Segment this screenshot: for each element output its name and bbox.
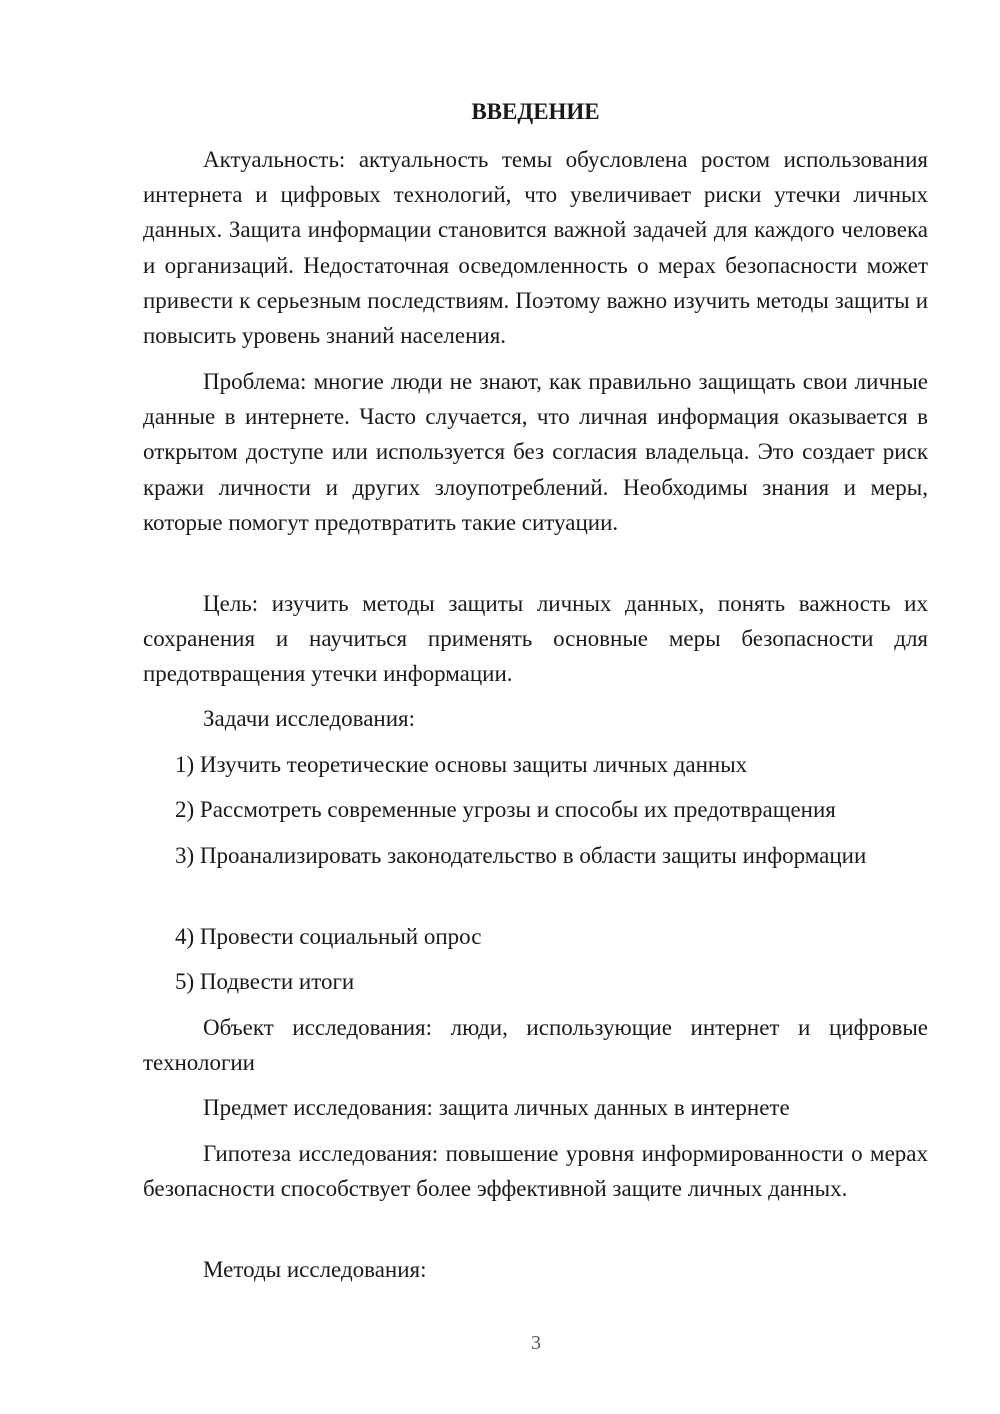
task-item-2: 2) Рассмотреть современные угрозы и способы их предотвращения [175, 797, 836, 822]
relevance-paragraph: Актуальность: актуальность темы обусловлена ростом использования интернета и цифровых технологий, что увеличивает риски утечки личных данных. Защита информации становится важной задачей для каждого человека и организаций. Недостаточная осведомленность о мерах безопасности может привести к серьезным последствиям. Поэтому важно изучить методы защиты и повысить уровень знаний населения. [143, 147, 928, 349]
methods-heading: Методы исследования: [203, 1257, 427, 1282]
goal-paragraph: Цель: изучить методы защиты личных данных, понять важность их сохранения и научиться применять основные меры безопасности для предотвращения утечки информации. [143, 591, 928, 687]
hypothesis-paragraph: Гипотеза исследования: повышение уровня информированности о мерах безопасности способствует более эффективной защите личных данных. [143, 1141, 928, 1202]
object-paragraph: Объект исследования: люди, использующие интернет и цифровые технологии [143, 1015, 928, 1076]
problem-paragraph: Проблема: многие люди не знают, как правильно защищать свои личные данные в интернете. Часто случается, что личная информация оказывается в открытом доступе или используется без согласия владельца. Это создает риск кражи личности и других злоупотреблений. Необходимы знания и меры, которые помогут предотвратить такие ситуации. [143, 369, 928, 535]
task-item-3: 3) Проанализировать законодательство в области защиты информации [175, 843, 867, 868]
task-item-1: 1) Изучить теоретические основы защиты личных данных [175, 752, 748, 777]
page-title: ВВЕДЕНИЕ [471, 99, 600, 124]
page-number: 3 [531, 1332, 541, 1354]
task-item-5: 5) Подвести итоги [175, 969, 355, 994]
subject-paragraph: Предмет исследования: защита личных данных в интернете [203, 1095, 790, 1120]
tasks-heading: Задачи исследования: [203, 706, 416, 731]
task-item-4: 4) Провести социальный опрос [175, 924, 482, 949]
